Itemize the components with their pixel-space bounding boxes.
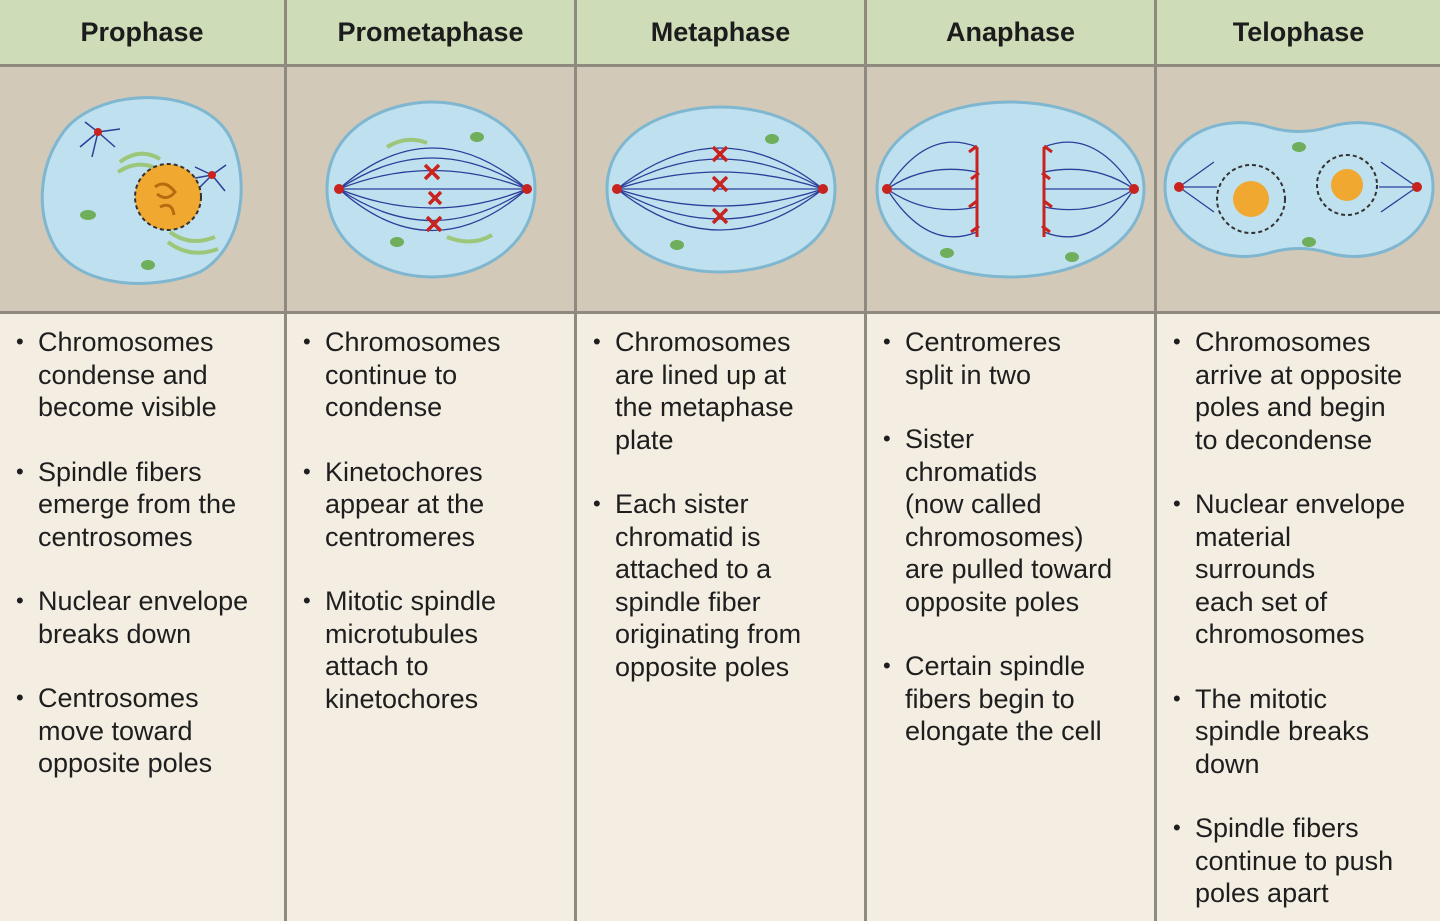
prometaphase-cell-icon (287, 67, 574, 311)
list-item: • Sister chromatids (now called chromosomes) are pulled toward opposite poles (879, 423, 1148, 618)
points-prometaphase (287, 314, 577, 921)
list-item: • Chromosomes arrive at opposite poles and begin to decondense (1169, 326, 1434, 456)
metaphase-cell-icon (577, 67, 864, 311)
phase-title: Prophase (80, 16, 204, 47)
bullet-list (879, 326, 1148, 748)
header-prophase (0, 0, 287, 67)
telophase-cell-icon (1159, 67, 1439, 311)
list-item: • Chromosomes continue to condense (299, 326, 568, 424)
list-item: • Spindle fibers continue to push poles apart (1169, 812, 1434, 910)
list-item: • Mitotic spindle microtubules attach to kinetochores (299, 585, 568, 715)
header-metaphase (577, 0, 867, 67)
bullet-list (12, 326, 278, 780)
phase-title: Metaphase (650, 16, 791, 47)
header-telophase (1157, 0, 1440, 67)
prophase-cell-icon (0, 67, 284, 311)
bullet-list (1169, 326, 1434, 910)
header-anaphase (867, 0, 1157, 67)
points-metaphase (577, 314, 867, 921)
header-prometaphase (287, 0, 577, 67)
illustration-prometaphase (287, 67, 577, 314)
list-item: • Certain spindle fibers begin to elongate the cell (879, 650, 1148, 748)
illustration-telophase (1157, 67, 1440, 314)
illustration-metaphase (577, 67, 867, 314)
phase-title: Prometaphase (337, 16, 524, 47)
list-item: • Chromosomes are lined up at the metaphase plate (589, 326, 858, 456)
bullet-list (589, 326, 858, 683)
bullet-list (299, 326, 568, 715)
illustration-anaphase (867, 67, 1157, 314)
list-item: • Chromosomes condense and become visible (12, 326, 278, 424)
list-item: • Each sister chromatid is attached to a spindle fiber originating from opposite poles (589, 488, 858, 683)
list-item: • Kinetochores appear at the centromeres (299, 456, 568, 554)
points-prophase (0, 314, 287, 921)
list-item: • Nuclear envelope material surrounds each set of chromosomes (1169, 488, 1434, 651)
list-item: • Spindle fibers emerge from the centrosomes (12, 456, 278, 554)
illustration-prophase (0, 67, 287, 314)
list-item: • Centromeres split in two (879, 326, 1148, 391)
list-item: • The mitotic spindle breaks down (1169, 683, 1434, 781)
phase-title: Telophase (1232, 16, 1365, 47)
phase-title: Anaphase (945, 16, 1076, 47)
list-item: • Centrosomes move toward opposite poles (12, 682, 278, 780)
anaphase-cell-icon (867, 67, 1154, 311)
points-telophase (1157, 314, 1440, 921)
list-item: • Nuclear envelope breaks down (12, 585, 278, 650)
points-anaphase (867, 314, 1157, 921)
